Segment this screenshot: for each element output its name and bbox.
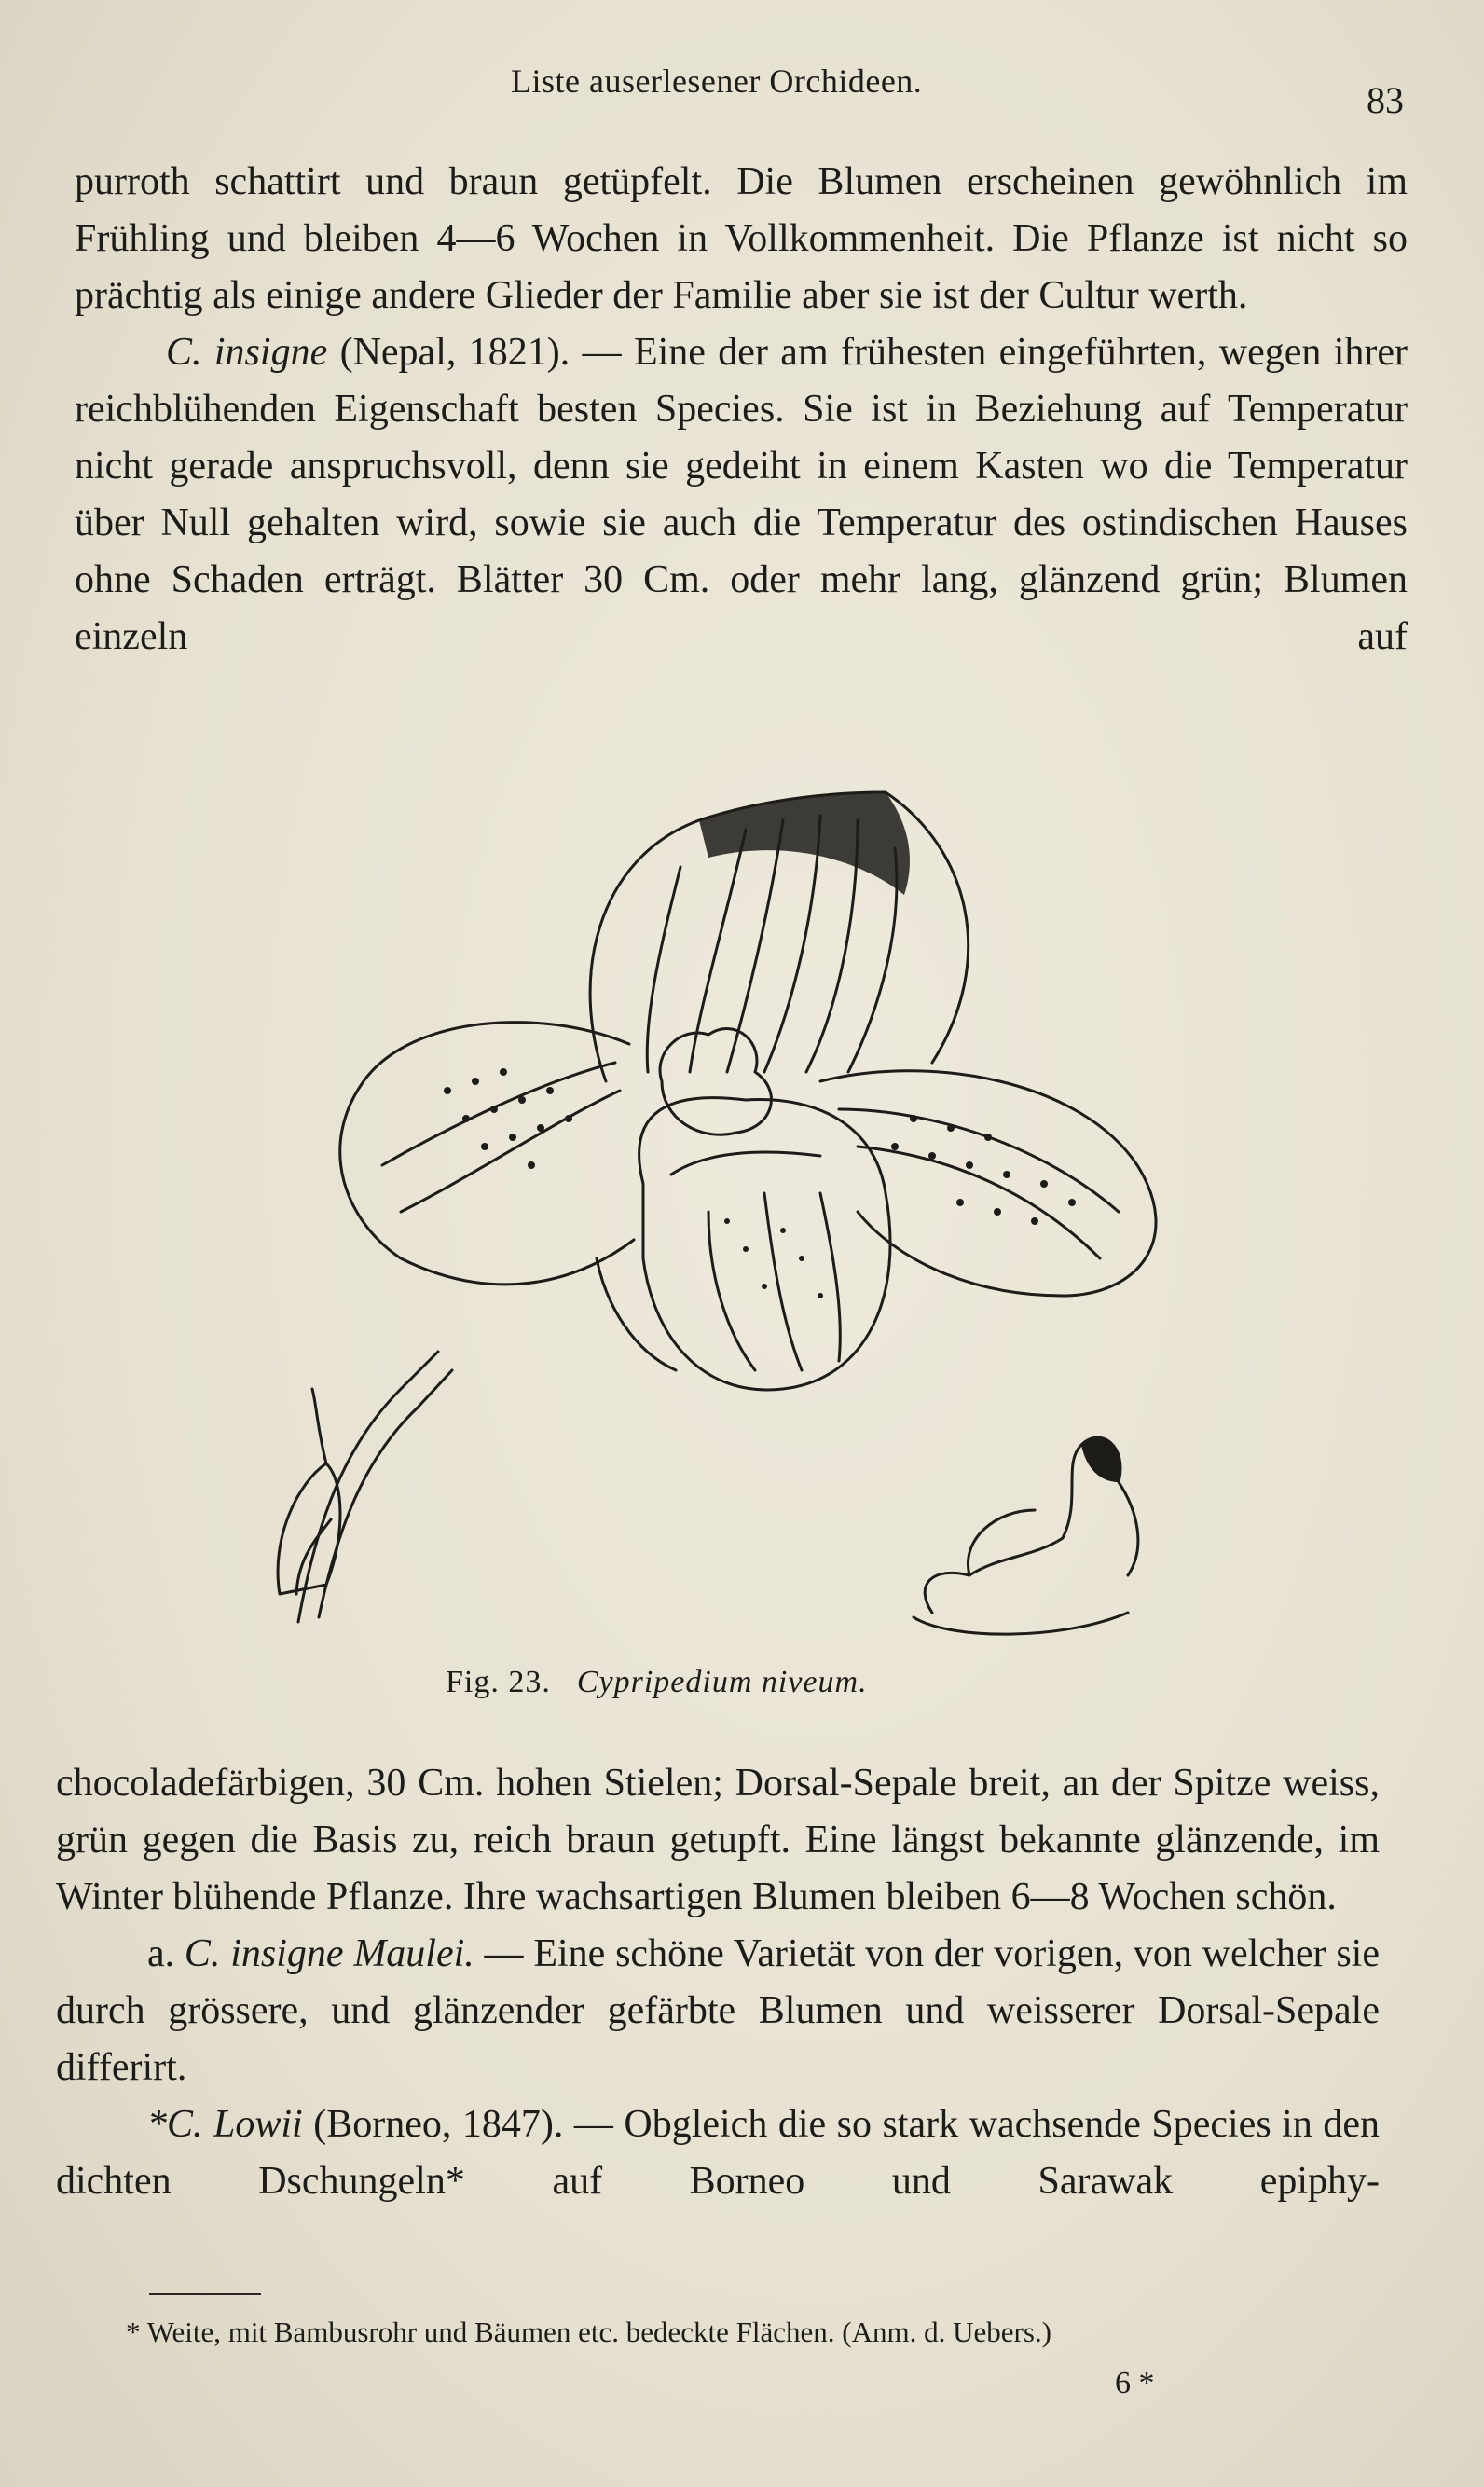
footnote-rule [149, 2293, 261, 2295]
paragraph-text: — Eine schöne Varietät von der vorigen, von welcher sie durch grössere, und glänzender gefärbte Blumen und weisserer Dorsal-Sepale differirt. [56, 1932, 1380, 2089]
figure-species-name: Cypripedium niveum. [576, 1665, 868, 1699]
figure-label: Fig. 23. [446, 1665, 551, 1699]
species-name: *C. Lowii [147, 2103, 303, 2146]
paragraph-text: (Borneo, 1847). — Obgleich die so stark wachsende Species in den dichten Dschungeln* auf Borneo und Sarawak epiphy- [56, 2103, 1380, 2203]
paragraph-c-insigne-maulei [56, 1926, 1380, 2096]
text-block-top [75, 154, 1408, 666]
paragraph-continued-stems: chocoladefärbigen, 30 Cm. hohen Stielen; Dorsal-Sepale breit, an der Spitze weiss, grün gegen die Basis zu, reich braun getupft. Eine längst bekannte glänzende, im Winter blühende Pflanze. Ihre wachsartigen Blumen bleiben 6—8 Wochen schön. [56, 1762, 1380, 1918]
paragraph-text: (Nepal, 1821). — Eine der am frühesten eingeführten, wegen ihrer reichblühenden Eigenschaft besten Species. Sie ist in Beziehung auf Temperatur nicht gerade anspruchsvoll, denn sie gedeiht in einem Kasten wo die Temperatur über Null gehalten wird, sowie sie auch die Temperatur des ostindischen Hauses ohne Schaden erträgt. Blätter 30 Cm. oder mehr lang, glänzend grün; Blumen einzeln auf [75, 331, 1408, 658]
paragraph-continued: purroth schattirt und braun getüpfelt. Die Blumen erscheinen gewöhnlich im Frühling und bleiben 4—6 Wochen in Vollkommenheit. Die Pflanze ist nicht so prächtig als einige andere Glieder der Familie aber sie ist der Cultur werth. [75, 160, 1408, 317]
orchid-illustration [261, 774, 1212, 1650]
species-name: C. insigne Maulei. [184, 1932, 474, 1975]
item-prefix: a. [147, 1932, 185, 1975]
paragraph-c-lowii [56, 2096, 1380, 2210]
species-name: C. insigne [166, 331, 328, 374]
text-block-bottom [56, 1755, 1380, 2210]
footnote: * Weite, mit Bambusrohr und Bäumen etc. bedeckte Flächen. (Anm. d. Uebers.) [126, 2315, 1051, 2348]
running-head: Liste auserlesener Orchideen. [511, 62, 923, 100]
signature-mark: 6 * [1115, 2366, 1155, 2400]
page-number: 83 [1367, 79, 1404, 121]
figure-caption [446, 1665, 868, 1700]
paragraph-c-insigne [75, 324, 1408, 666]
